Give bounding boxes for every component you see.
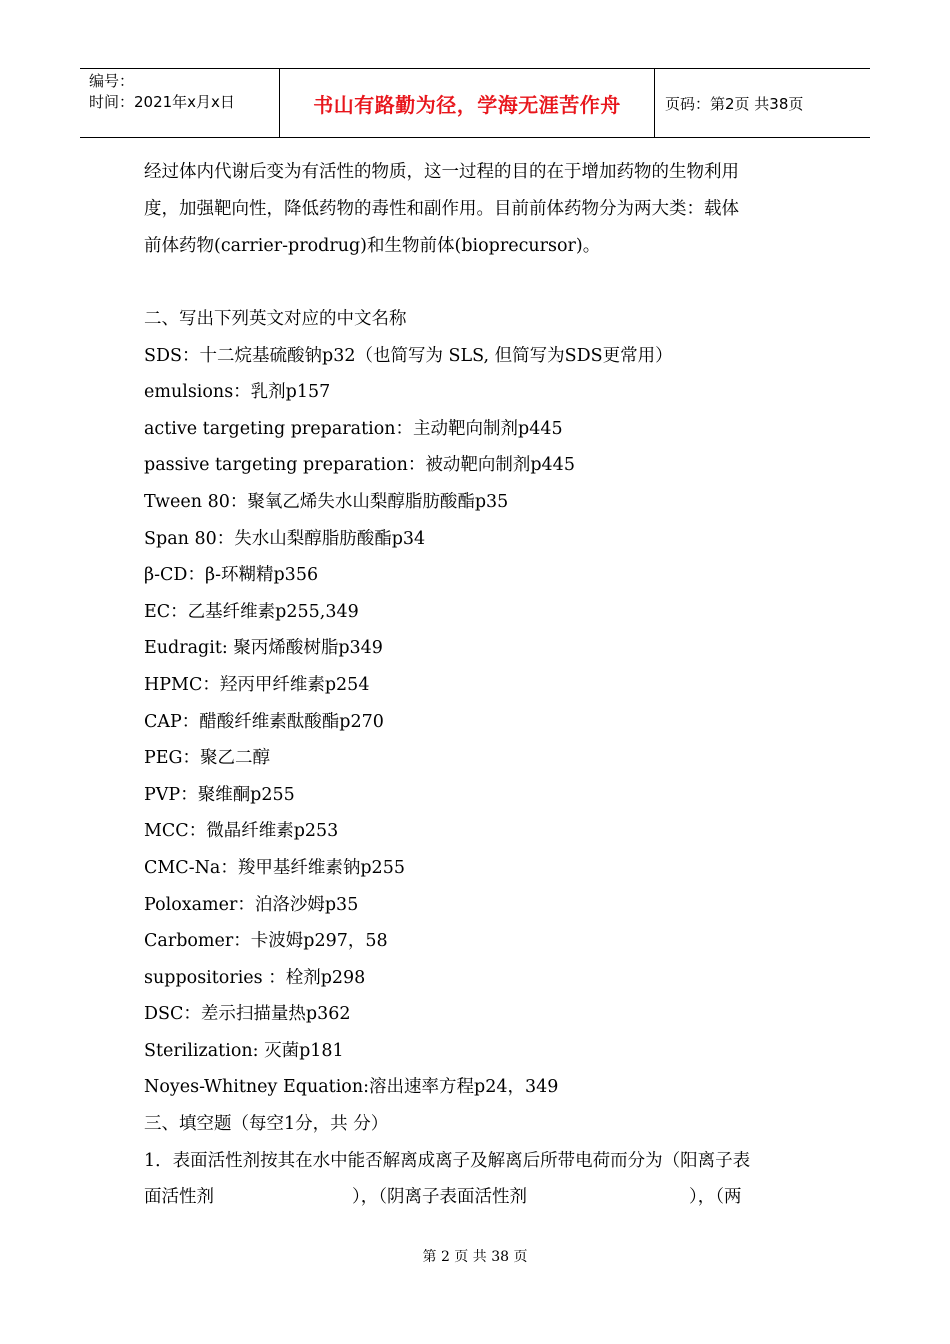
number-label: 编号： — [89, 72, 135, 90]
question-text: ），（两 — [689, 1187, 742, 1208]
term-item: CAP：醋酸纤维素酞酸酯p270 — [144, 711, 384, 732]
term-item: Poloxamer：泊洛沙姆p35 — [144, 894, 359, 915]
document-body — [144, 154, 814, 1216]
term-item: Sterilization: 灭菌p181 — [144, 1040, 344, 1061]
term-item: MCC：微晶纤维素p253 — [144, 821, 339, 842]
term-item: suppositories ：栓剂p298 — [144, 967, 366, 988]
term-item: active targeting preparation：主动靶向制剂p445 — [144, 418, 563, 439]
term-item: emulsions：乳剂p157 — [144, 382, 331, 403]
term-item: DSC：差示扫描量热p362 — [144, 1004, 351, 1025]
term-item: Eudragit: 聚丙烯酸树脂p349 — [144, 638, 383, 659]
question-line — [144, 1179, 814, 1216]
term-item: EC：乙基纤维素p255,349 — [144, 601, 359, 622]
section-heading: 三、填空题（每空1分，共 分） — [144, 1114, 389, 1135]
term-item: HPMC：羟丙甲纤维素p254 — [144, 674, 370, 695]
term-item: Span 80：失水山梨醇脂肪酸酯p34 — [144, 528, 426, 549]
question-line: 1．表面活性剂按其在水中能否解离成离子及解离后所带电荷而分为（阳离子表 — [144, 1150, 751, 1171]
time-label: 时间：2021年x月x日 — [89, 93, 235, 111]
header-motto: 书山有路勤为径，学海无涯苦作舟 — [280, 69, 655, 137]
term-item: CMC-Na：羧甲基纤维素钠p255 — [144, 857, 405, 878]
question-text: 面活性剂 — [144, 1187, 214, 1208]
question-text: ），（阴离子表面活性剂 — [352, 1187, 527, 1208]
term-item: Noyes-Whitney Equation:溶出速率方程p24，349 — [144, 1077, 559, 1098]
term-item: passive targeting preparation：被动靶向制剂p445 — [144, 455, 575, 476]
term-item: Tween 80：聚氧乙烯失水山梨醇脂肪酸酯p35 — [144, 491, 509, 512]
intro-line: 前体药物(carrier-prodrug)和生物前体(bioprecursor)。 — [144, 236, 601, 256]
term-item: Carbomer：卡波姆p297，58 — [144, 931, 388, 952]
intro-line: 度，加强靶向性，降低药物的毒性和副作用。目前前体药物分为两大类：载体 — [144, 199, 739, 219]
page-footer: 第 2 页 共 38 页 — [422, 1249, 528, 1265]
term-list — [144, 338, 814, 1106]
term-item: β-CD：β-环糊精p356 — [144, 565, 319, 586]
header-meta — [80, 69, 280, 137]
section-heading: 二、写出下列英文对应的中文名称 — [144, 309, 407, 329]
header-page-info: 页码：第2页 共38页 — [665, 94, 804, 113]
intro-line: 经过体内代谢后变为有活性的物质，这一过程的目的在于增加药物的生物利用 — [144, 162, 739, 182]
term-item: PVP：聚维酮p255 — [144, 784, 295, 805]
page-header — [80, 68, 870, 138]
section-gap — [144, 265, 814, 301]
term-item: SDS：十二烷基硫酸钠p32（也简写为 SLS, 但简写为SDS更常用） — [144, 345, 673, 366]
term-item: PEG：聚乙二醇 — [144, 748, 271, 769]
